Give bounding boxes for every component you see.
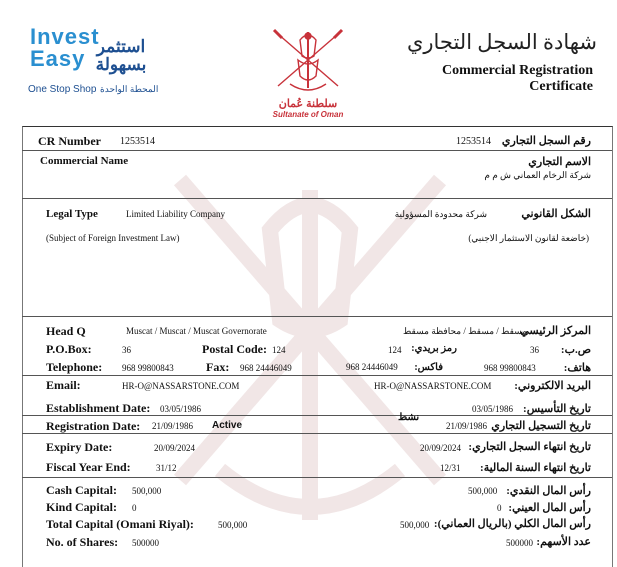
head-office-value: Muscat / Muscat / Muscat Governorate [126,326,267,336]
establishment-date-value-ar: 03/05/1986 [472,404,514,414]
divider [22,415,612,416]
registration-date-value-ar: 21/09/1986 [446,421,488,431]
po-box-value-ar: 36 [530,345,539,355]
cash-capital-label: Cash Capital: [46,483,118,497]
fiscal-year-end-label-ar: تاريخ انتهاء السنة المالية: [480,462,591,474]
email-value-ar: HR-O@NASSARSTONE.COM [374,381,492,391]
po-box-label: P.O.Box: [46,342,92,356]
postal-code-label-ar: رمز بريدي: [411,343,457,354]
divider [22,150,612,151]
head-office-label: Head Q [46,324,86,338]
shares-label: No. of Shares: [46,535,119,549]
divider [22,375,612,376]
emblem-caption-ar: سلطنة عُمان [278,98,338,110]
cr-number-value: 1253514 [120,136,155,147]
po-box-value: 36 [122,345,131,355]
commercial-name-value-ar: شركة الرخام العماني ش م م [484,170,591,180]
total-capital-value-ar: 500,000 [400,520,430,530]
total-capital-value: 500,000 [218,520,248,530]
po-box-label-ar: ص.ب: [560,344,591,356]
shares-value: 500000 [132,538,159,548]
kind-capital-value-ar: 0 [497,503,502,513]
shares-value-ar: 500000 [506,538,533,548]
legal-type-label-ar: الشكل القانوني [521,208,591,220]
logo-easy: Easy [30,46,86,71]
emblem-caption-en: Sultanate of Oman [272,110,344,119]
head-office-value-ar: مسقط / مسقط / محافظة مسقط [403,326,527,336]
fax-label-ar: فاكس: [414,362,443,373]
establishment-date-value: 03/05/1986 [160,404,202,414]
establishment-date-label: Establishment Date: [46,401,151,415]
kind-capital-label-ar: رأس المال العيني: [508,502,591,514]
commercial-name-label: Commercial Name [40,155,129,167]
email-value: HR-O@NASSARSTONE.COM [122,381,240,391]
expiry-date-label: Expiry Date: [46,440,113,454]
title-english-1: Commercial Registration [442,63,593,78]
commercial-name-label-ar: الاسم التجاري [528,156,591,168]
divider [22,198,612,199]
logo-arabic: استثمر بسهولة [95,37,147,74]
cash-capital-value: 500,000 [132,486,162,496]
divider [22,433,612,434]
postal-code-value: 124 [272,345,286,355]
expiry-date-value-ar: 20/09/2024 [420,443,462,453]
registration-date-value: 21/09/1986 [152,421,194,431]
email-label: Email: [46,378,81,392]
logo-tag-en: One Stop Shop [28,84,97,95]
postal-code-value-ar: 124 [388,345,402,355]
cr-number-value-ar: 1253514 [456,136,491,147]
shares-label-ar: عدد الأسهم: [536,536,591,548]
cash-capital-value-ar: 500,000 [468,486,498,496]
legal-type-value: Limited Liability Company [126,209,225,219]
title-english-2: Certificate [529,79,593,94]
kind-capital-value: 0 [132,503,137,513]
telephone-label: Telephone: [46,360,103,374]
cr-number-label-ar: رقم السجل التجاري [501,135,591,147]
postal-code-label: Postal Code: [202,342,267,356]
telephone-label-ar: هاتف: [563,362,591,374]
total-capital-label: Total Capital (Omani Riyal): [46,517,194,531]
status-badge-ar: نشط [398,412,420,423]
total-capital-label-ar: رأس المال الكلي (بالريال العماني): [433,518,591,530]
legal-note-ar: (خاضعة لقانون الاستثمار الاجنبي) [468,233,589,243]
logo-tag-ar: المحطة الواحدة [100,84,159,94]
cash-capital-label-ar: رأس المال النقدي: [506,485,591,497]
email-label-ar: البريد الالكتروني: [514,380,591,392]
legal-type-label: Legal Type [46,208,98,220]
registration-date-label: Registration Date: [46,419,141,433]
status-badge: Active [212,420,243,431]
registration-date-label-ar: تاريخ التسجيل التجاري [491,420,591,432]
kind-capital-label: Kind Capital: [46,500,118,514]
fiscal-year-end-label: Fiscal Year End: [46,460,131,474]
oman-emblem-icon [270,26,346,104]
divider [22,477,612,478]
expiry-date-value: 20/09/2024 [154,443,196,453]
telephone-value-ar: 968 99800843 [484,363,536,373]
head-office-label-ar: المركز الرئيسي [520,325,591,337]
legal-note: (Subject of Foreign Investment Law) [46,233,180,243]
fiscal-year-end-value-ar: 12/31 [440,463,461,473]
title-arabic: شهادة السجل التجاري [406,30,597,54]
fax-value: 968 24446049 [240,363,292,373]
telephone-value: 968 99800843 [122,363,174,373]
establishment-date-label-ar: تاريخ التأسيس: [523,403,591,415]
fax-value-ar: 968 24446049 [346,362,398,372]
expiry-date-label-ar: تاريخ انتهاء السجل التجاري: [468,441,591,453]
fiscal-year-end-value: 31/12 [156,463,177,473]
cr-number-label: CR Number [38,134,101,148]
fax-label: Fax: [206,360,230,374]
logo-invest: Invest [30,24,100,49]
legal-type-value-ar: شركة محدودة المسؤولية [394,209,487,219]
divider [22,316,612,317]
